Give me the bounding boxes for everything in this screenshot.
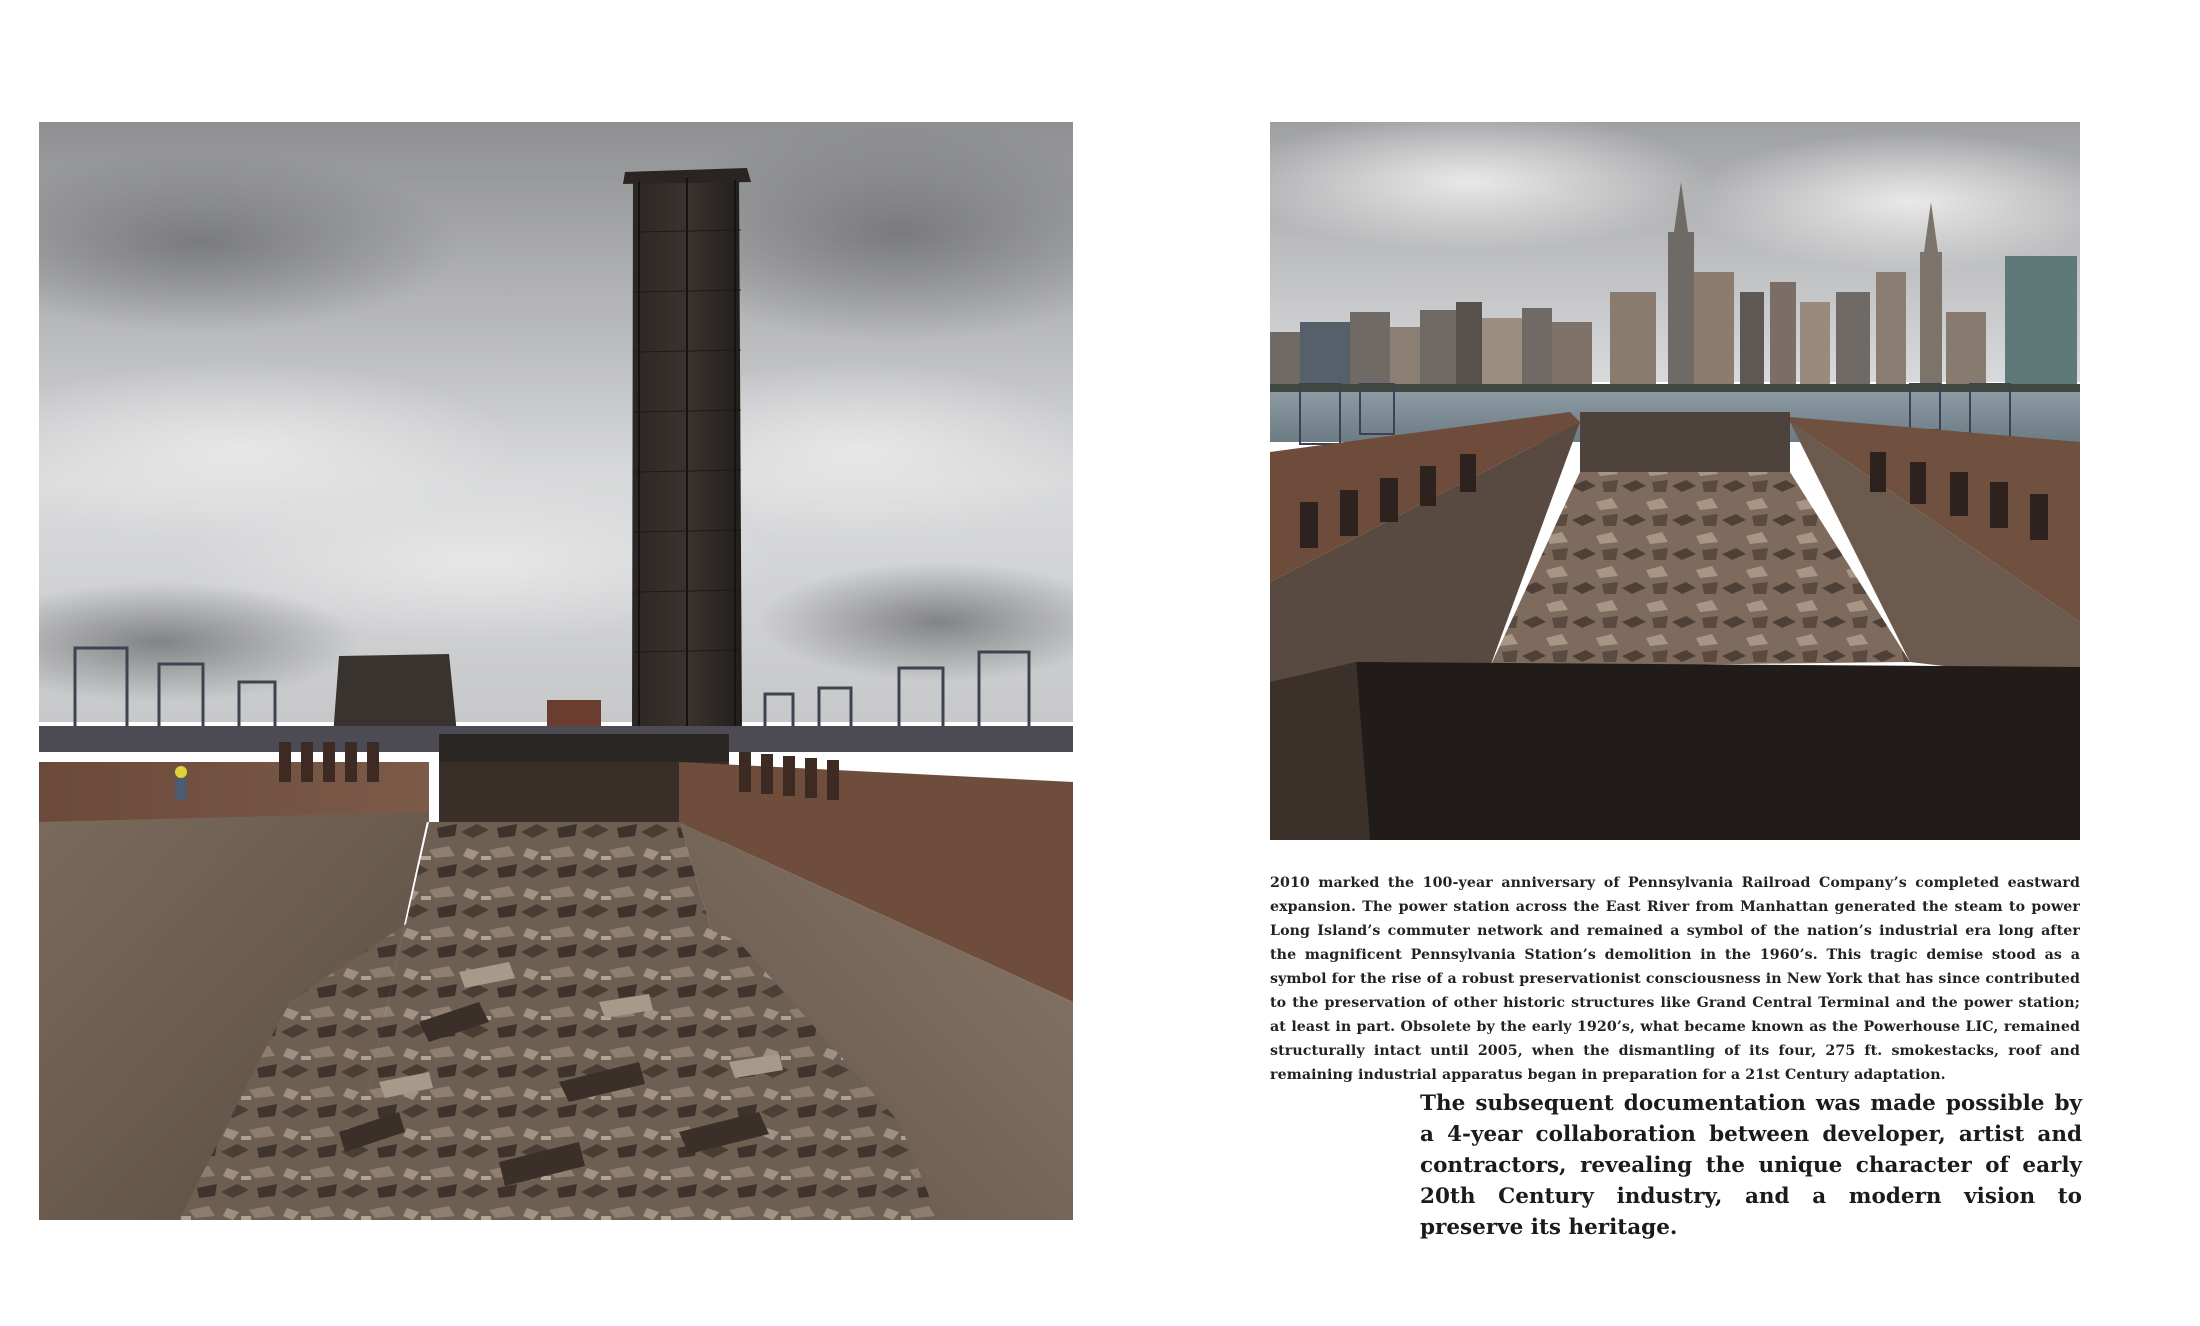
skyline-and-gutted-hall-image [1270,122,2080,840]
right-photograph [1270,122,2080,840]
pull-quote: The subsequent documentation was made possible by a 4-year collaboration between developer, artist and contractors, revealing the unique character of early 20th Century industry, and a modern vision to preserve its heritage. [1420,1091,2082,1240]
body-paragraph: 2010 marked the 100-year anniversary of Pennsylvania Railroad Company’s completed eastward expansion. The power station across the East River from Manhattan generated the steam to power Long Island’s commuter network and remained a symbol of the nation’s industrial era long after the magnificent Pennsylvania Station’s demolition in the 1960’s. This tragic demise stood as a symbol for the rise of a robust preservationist consciousness in New York that has since contributed to the preservation of other historic structures like Grand Central Terminal and the power station; at least in part. Obsolete by the early 1920’s, what became known as the Powerhouse LIC, remained structurally intact until 2005, when the dismantling of its four, 275 ft. smokestacks, roof and remaining industrial apparatus began in preparation for a 21st Century adaptation. [1270,875,2080,1083]
smokestack-demolition-image [39,122,1073,1220]
left-photograph [39,122,1073,1220]
